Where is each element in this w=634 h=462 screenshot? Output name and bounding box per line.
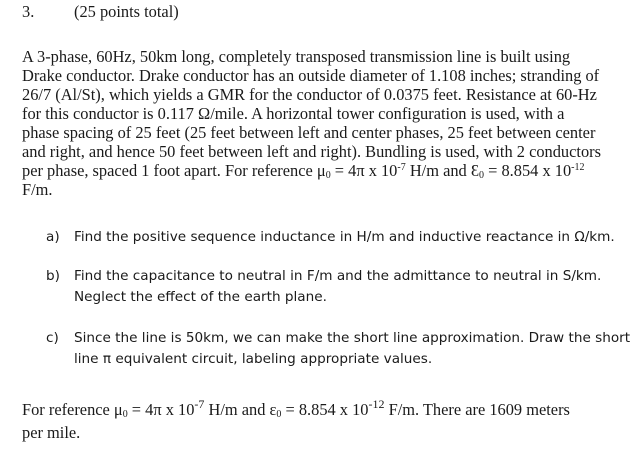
statement-line-3: 26/7 (Al/St), which yields a GMR for the conductor of 0.0375 feet. Resistance at 60-Hz [22,85,597,104]
ref-sub-eps: 0 [479,170,485,181]
statement-line-2: Drake conductor. Drake conductor has an outside diameter of 1.108 inches; stranding of [22,66,600,85]
footer-line-1 [22,397,570,420]
part-b-text-1: Find the capacitance to neutral in F/m and the admittance to neutral in S/km. [74,268,602,284]
part-a-text: Find the positive sequence inductance in H/m and inductive reactance in Ω/km. [74,229,615,245]
part-b-text-2: Neglect the effect of the earth plane. [74,289,327,305]
statement-line-6: and right, and hence 50 feet between left and right). Bundling is used, with 2 conductors [22,142,601,161]
footer-text-1: For reference μ [22,400,123,419]
statement-line-5: phase spacing of 25 feet (25 feet between left and center phases, 25 feet between center [22,123,596,142]
footer-text-5: F/m. There are 1609 meters [384,400,570,419]
part-c-text-1: Since the line is 50km, we can make the short line approximation. Draw the short [74,330,631,346]
ref-sup-mu: -7 [397,162,406,173]
footer-sup-eps: -12 [368,397,385,411]
statement-line-1: A 3-phase, 60Hz, 50km long, completely transposed transmission line is built using [22,47,571,66]
footer-sub-eps: 0 [276,409,282,420]
statement-line-8: F/m. [22,180,53,199]
footer-text-2: = 4π x 10 [127,400,195,419]
footer-text-4: = 8.854 x 10 [281,400,369,419]
statement-line-7 [22,161,585,181]
part-b-label: b) [46,268,60,284]
part-a-label: a) [46,229,60,245]
ref-text-1: per phase, spaced 1 foot apart. For reference μ [22,161,326,180]
part-c-label: c) [46,330,59,346]
footer-text-3: H/m and ε [204,400,277,419]
ref-text-3: H/m and Ɛ [405,161,480,180]
statement-line-4: for this conductor is 0.117 Ω/mile. A horizontal tower configuration is used, with a [22,104,565,123]
part-c-text-2: line π equivalent circuit, labeling appropriate values. [74,351,433,367]
ref-text-2: = 4π x 10 [330,161,398,180]
footer-line-2: per mile. [22,423,81,442]
points-label: (25 points total) [74,2,179,21]
ref-sub-mu: 0 [325,170,331,181]
ref-sup-eps: -12 [571,162,585,173]
problem-number: 3. [22,2,35,21]
ref-text-4: = 8.854 x 10 [484,161,572,180]
footer-sup-mu: -7 [194,397,205,411]
footer-sub-mu: 0 [122,409,128,420]
